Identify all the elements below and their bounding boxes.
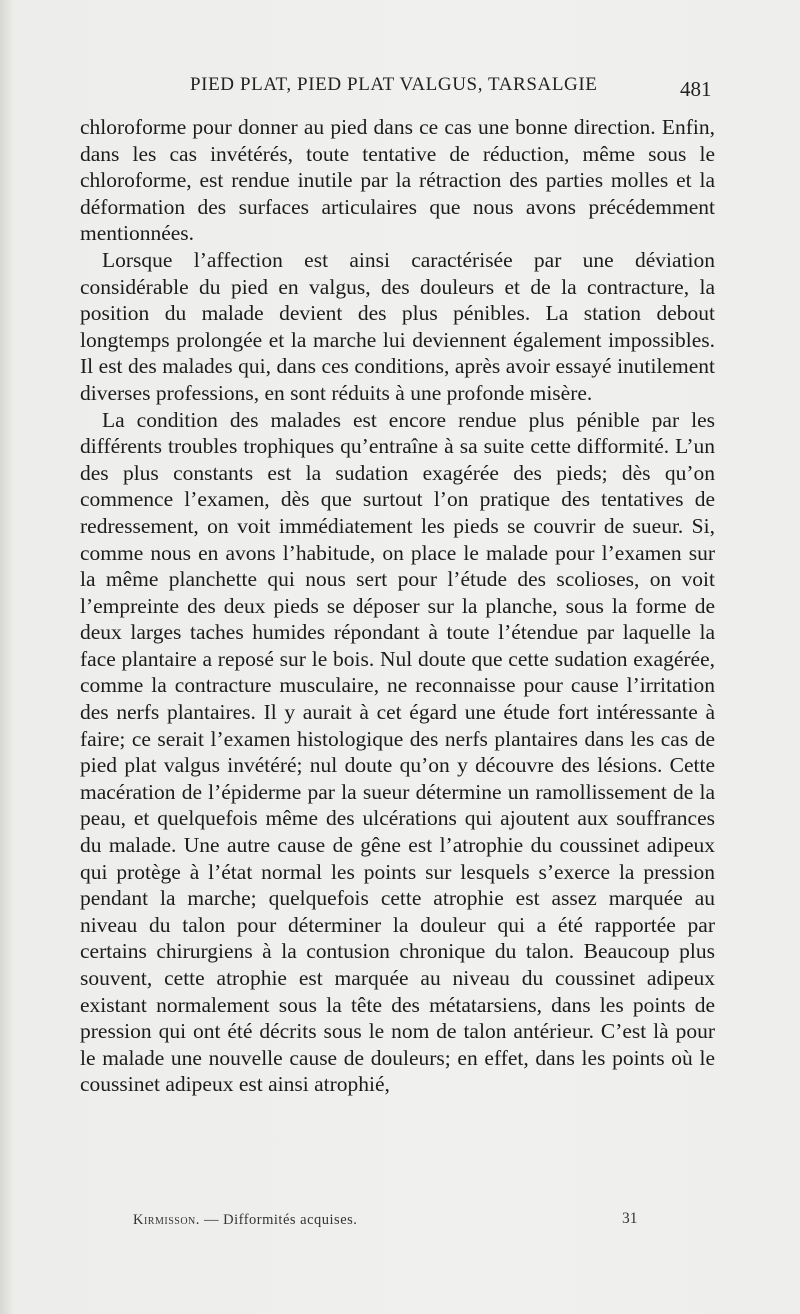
page-header [0,74,800,104]
page-number: 481 [680,77,712,101]
page-footer [0,1212,800,1236]
footer-author: Kirmisson. [133,1212,200,1228]
paragraph-continuation: chloroforme pour donner au pied dans ce cas une bonne direction. Enfin, dans les cas invétérés, toute tentative de réduction, même sous le chloroforme, est rendue inutile par la rétraction des parties molles et la déformation des surfaces articulaires que nous avons précédemment mentionnées. [80,115,715,246]
body-text [80,114,715,1098]
running-title: PIED PLAT, PIED PLAT VALGUS, TARSALGIE [190,74,598,95]
signature-mark: 31 [622,1210,638,1227]
paragraph: La condition des malades est encore rendue plus pénible par les différents troubles trophiques qu’entraîne à sa suite cette difformité. L’un des plus constants est la sudation exagérée des pieds; dès qu’on commence l’examen, dès que surtout l’on pratique des tentatives de redressement, on voit immédiatement les pieds se couvrir de sueur. Si, comme nous en avons l’habitude, on place le malade pour l’examen sur la même planchette qui nous sert pour l’étude des scolioses, on voit l’empreinte des deux pieds se déposer sur la planche, sous la forme de deux larges taches humides répondant à toute l’étendue par laquelle la face plantaire a reposé sur le bois. Nul doute que cette sudation exagérée, comme la contracture musculaire, ne reconnaisse pour cause l’irritation des nerfs plantaires. Il y aurait à cet égard une étude fort intéressante à faire; ce serait l’examen histologique des nerfs plantaires dans les cas de pied plat valgus invétéré; nul doute qu’on y découvre des lésions. Cette macération de l’épiderme par la sueur détermine un ramollissement de la peau, et quelquefois même des ulcérations qui ajoutent aux souffrances du malade. Une autre cause de gêne est l’atrophie du coussinet adipeux qui protège à l’état normal les points sur lesquels s’exerce la pression pendant la marche; quelquefois cette atrophie est assez marquée au niveau du talon pour déterminer la douleur qui a été rapportée par certains chirurgiens à la contusion chronique du talon. Beaucoup plus souvent, cette atrophie est marquée au niveau du coussinet adipeux existant normalement sous la tête des métatarsiens, dans les points de pression qui ont été décrits sous le nom de talon antérieur. C’est là pour le malade une nouvelle cause de douleurs; en effet, dans les points où le coussinet adipeux est ainsi atrophié, [80,407,715,1097]
footer-citation [133,1212,357,1229]
paragraph: Lorsque l’affection est ainsi caractérisée par une déviation considérable du pied en valgus, des douleurs et de la contracture, la position du malade devient des plus pénibles. La station debout longtemps prolongée et la marche lui deviennent également impossibles. Il est des malades qui, dans ces conditions, après avoir essayé inutilement diverses professions, en sont réduits à une profonde misère. [80,247,715,405]
footer-work: — Difformités acquises. [199,1212,358,1228]
